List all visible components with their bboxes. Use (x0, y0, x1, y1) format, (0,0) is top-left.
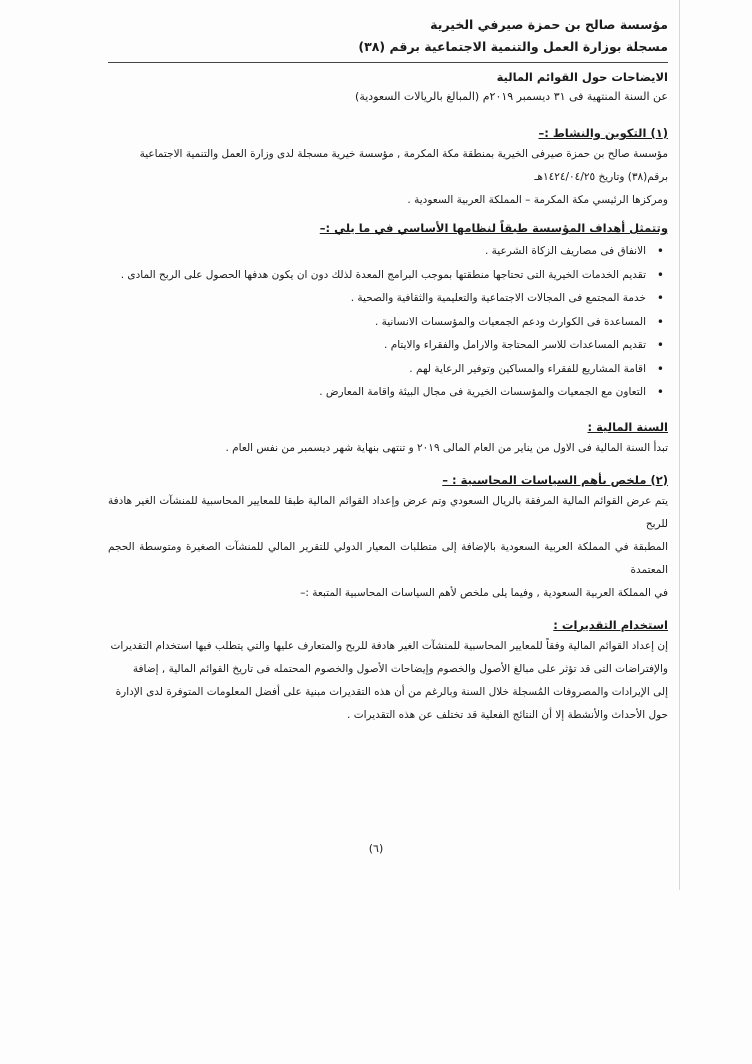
estimates-line: إن إعداد القوائم المالية وفقاً للمعايير المحاسبية للمنشآت الغير هادفة للربح والمتعارف عليها والتي يتطلب فيها استخدام التقديرات (110, 639, 668, 652)
period-line: عن السنة المنتهية فى ٣١ ديسمبر ٢٠١٩م (المبالغ بالريالات السعودية) (355, 90, 668, 103)
section2-line: يتم عرض القوائم المالية المرفقة بالريال السعودي وتم عرض وإعداد القوائم المالية طبقا للمعايير المحاسبية للمنشآت الغير هادفة للربح (108, 494, 668, 530)
spacer (108, 107, 668, 123)
page-edge-line (679, 0, 680, 890)
goals-list (108, 240, 668, 405)
estimates-line: حول الأحداث والأنشطة إلا أن النتائج الفعلية قد تختلف عن هذه التقديرات . (347, 708, 668, 721)
notes-title: الايضاحات حول القوائم المالية (496, 70, 668, 84)
list-item: • التعاون مع الجمعيات والمؤسسات الخيرية فى مجال البيئة واقامة المعارض . (108, 381, 646, 405)
fiscal-year-text: تبدأ السنة المالية فى الاول من يناير من العام المالى ٢٠١٩ و تنتهى بنهاية شهر ديسمبر من نفس العام . (225, 441, 668, 454)
section2-line: في المملكة العربية السعودية , وفيما يلى ملخص لأهم السياسات المحاسبية المتبعة :– (300, 586, 668, 599)
page-content (108, 14, 668, 727)
section2-line: المطبقة في المملكة العربية السعودية بالإضافة إلى متطلبات المعيار الدولي للتقرير المالي للمنشآت الصغيرة ومتوسطة الحجم المعتمدة (108, 540, 668, 576)
estimates-heading: استخدام التقديرات : (553, 617, 668, 632)
list-item: • اقامة المشاريع للفقراء والمساكين وتوفير الرعاية لهم . (108, 358, 646, 382)
section1-heading: (١) التكوين والنشاط :– (538, 126, 668, 140)
goals-heading: وتتمثل أهداف المؤسسة طبقاً لنظامها الأساسي في ما يلي :– (319, 221, 668, 235)
list-item: • المساعدة فى الكوارث ودعم الجمعيات والمؤسسات الانسانية . (108, 311, 646, 335)
page-number: (٦) (368, 842, 384, 855)
fiscal-year-heading: السنة المالية : (587, 419, 668, 434)
list-item: • الانفاق فى مصاريف الزكاة الشرعية . (108, 240, 646, 264)
section1-para3: ومركزها الرئيسي مكة المكرمة – المملكة العربية السعودية . (407, 194, 668, 206)
list-item: • تقديم الخدمات الخيرية التى تحتاجها منطقتها بموجب البرامج المعدة لذلك دون ان يكون هدفها الحصول على الربح المادى . (108, 264, 646, 288)
section2-heading: (٢) ملخص بأهم السياسات المحاسبية : – (442, 472, 668, 487)
header-divider (108, 62, 668, 63)
spacer (108, 460, 668, 470)
list-item: • خدمة المجتمع فى المجالات الاجتماعية والتعليمية والثقافية والصحية . (108, 287, 646, 311)
list-item: • تقديم المساعدات للاسر المحتاجة والارامل والفقراء والايتام . (108, 334, 646, 358)
registration-line: مسجلة بوزارة العمل والتنمية الاجتماعية برقم (٣٨) (358, 39, 668, 54)
estimates-line: والإفتراضات التى قد تؤثر على مبالغ الأصول والخصوم وإيضاحات الأصول والخصوم المحتمله فى تاريخ القوائم المالية , إضافة (132, 662, 668, 675)
organization-name: مؤسسة صالح بن حمزة صيرفي الخيرية (430, 17, 668, 32)
section1-para2: برقم(٣٨) وتاريخ ١٤٢٤/٠٤/٢٥هـ (534, 171, 668, 183)
estimates-line: إلى الإيرادات والمصروفات المُسجلة خلال السنة وبالرغم من أن هذه التقديرات مبنية على أفضل المعلومات المتوفرة لدى الإدارة (115, 685, 668, 698)
spacer (108, 405, 668, 417)
spacer (108, 605, 668, 615)
section1-para1: مؤسسة صالح بن حمزة صيرفى الخيرية بمنطقة مكة المكرمة , مؤسسة خيرية مسجلة لدى وزارة العمل والتنمية الاجتماعية (139, 148, 668, 160)
